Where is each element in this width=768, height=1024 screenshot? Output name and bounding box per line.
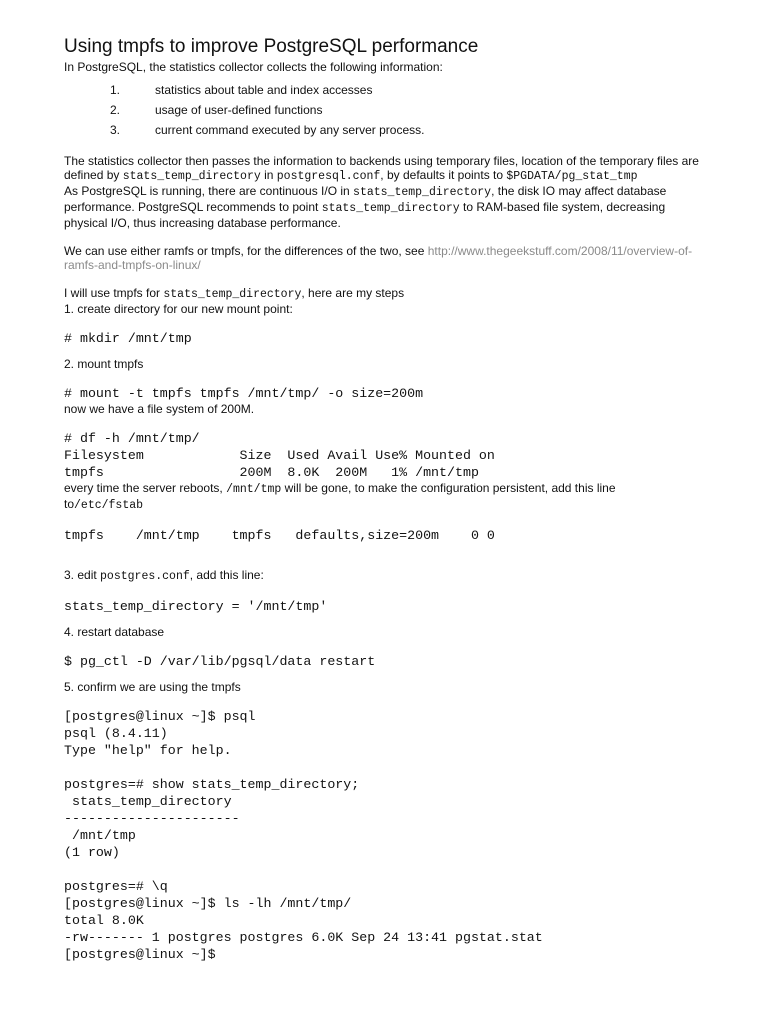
geekstuff-link-continued[interactable]: ramfs-and-tmpfs-on-linux/ <box>64 258 201 272</box>
list-number: 3. <box>110 123 121 137</box>
step-2-label: 2. mount tmpfs <box>64 357 144 371</box>
code-mount: # mount -t tmpfs tmpfs /mnt/tmp/ -o size=200m <box>64 386 424 401</box>
list-item <box>64 120 724 140</box>
ramfs-paragraph <box>64 244 724 272</box>
list-text: statistics about table and index accesses <box>155 83 373 97</box>
inline-code: stats_temp_directory <box>163 288 302 301</box>
paragraph-line <box>64 258 724 272</box>
step-5-label: 5. confirm we are using the tmpfs <box>64 680 241 694</box>
fstab-paragraph <box>64 481 724 513</box>
inline-code: /etc/fstab <box>74 499 144 512</box>
statistics-list <box>64 80 724 140</box>
step-1-label: 1. create directory for our new mount point: <box>64 302 293 316</box>
list-text: usage of user-defined functions <box>155 103 323 117</box>
code-stats-temp: stats_temp_directory = '/mnt/tmp' <box>64 599 328 614</box>
inline-code: stats_temp_directory <box>321 202 460 215</box>
list-text: current command executed by any server process. <box>155 123 425 137</box>
steps-intro <box>64 286 724 316</box>
code-mkdir: # mkdir /mnt/tmp <box>64 331 192 346</box>
paragraph-line: We can use either ramfs or tmpfs, for the differences of the two, see http://www.thegeekstuff.com/2008/11/overview-of- <box>64 244 693 258</box>
page-title: Using tmpfs to improve PostgreSQL performance <box>64 36 479 57</box>
collector-paragraph <box>64 154 724 230</box>
paragraph-line: I will use tmpfs for stats_temp_directory, here are my steps <box>64 286 405 301</box>
mount-note: now we have a file system of 200M. <box>64 402 255 416</box>
paragraph-line: defined by stats_temp_directory in postgresql.conf, by defaults it points to $PGDATA/pg_stat_tmp <box>64 168 638 183</box>
code-df-output: # df -h /mnt/tmp/ Filesystem Size Used Avail Use% Mounted on tmpfs 200M 8.0K 200M 1% /mnt/tmp <box>64 431 495 480</box>
inline-code: /mnt/tmp <box>226 483 282 496</box>
step-4-label: 4. restart database <box>64 625 165 639</box>
inline-code: postgres.conf <box>100 570 190 583</box>
list-item <box>64 80 724 100</box>
paragraph-line: As PostgreSQL is running, there are continuous I/O in stats_temp_directory, the disk IO may affect database <box>64 184 667 199</box>
paragraph-line: every time the server reboots, /mnt/tmp will be gone, to make the configuration persistent, add this line <box>64 481 616 496</box>
step-3-label: 3. edit postgres.conf, add this line: <box>64 568 264 583</box>
code-fstab-line: tmpfs /mnt/tmp tmpfs defaults,size=200m 0 0 <box>64 528 495 543</box>
inline-code: postgresql.conf <box>276 170 381 183</box>
paragraph-line: to/etc/fstab <box>64 497 144 512</box>
code-psql-session: [postgres@linux ~]$ psql psql (8.4.11) Type "help" for help. postgres=# show stats_temp_directory; stats_temp_directory ---------------------- /mnt/tmp (1 row) postgres=# \q [postgres@linux ~]$ ls -lh /mnt/tmp/ total 8.0K -rw------- 1 postgres postgres 6.0K Sep 24 13:41 pgstat.stat [postgres@linux ~]$ <box>64 709 543 962</box>
list-number: 1. <box>110 83 121 97</box>
code-restart: $ pg_ctl -D /var/lib/pgsql/data restart <box>64 654 376 669</box>
geekstuff-link[interactable]: http://www.thegeekstuff.com/2008/11/overview-of- <box>427 244 693 258</box>
paragraph-line: physical I/O, thus increasing database performance. <box>64 216 341 230</box>
inline-code: stats_temp_directory <box>122 170 261 183</box>
paragraph-line: performance. PostgreSQL recommends to point stats_temp_directory to RAM-based file system, decreasing <box>64 200 666 215</box>
paragraph-line: The statistics collector then passes the information to backends using temporary files, location of the temporary files are <box>64 154 699 168</box>
inline-code: $PGDATA/pg_stat_tmp <box>506 170 638 183</box>
document-page <box>64 34 724 963</box>
inline-code: stats_temp_directory <box>353 186 492 199</box>
intro-paragraph: In PostgreSQL, the statistics collector collects the following information: <box>64 60 443 74</box>
list-item <box>64 100 724 120</box>
list-number: 2. <box>110 103 121 117</box>
